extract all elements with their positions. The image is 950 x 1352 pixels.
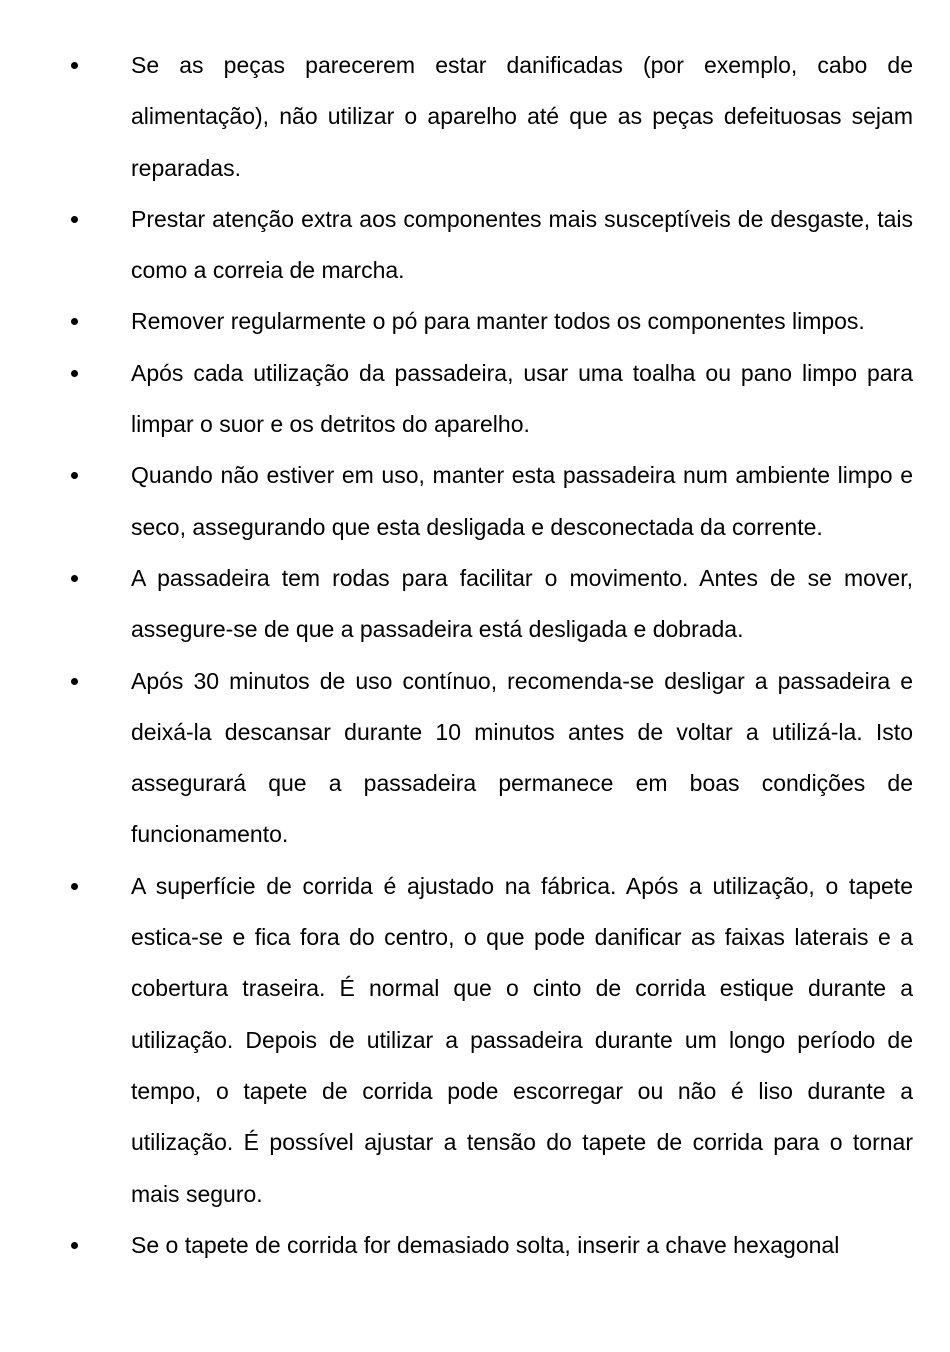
bullet-icon	[71, 472, 78, 479]
list-item-text: Se as peças parecerem estar danificadas (por exemplo, cabo de alimentação), não utilizar o aparelho até que as peças defeituosas sejam reparadas.	[131, 52, 913, 181]
bullet-icon	[71, 883, 78, 890]
list-item-text: Prestar atenção extra aos componentes mais susceptíveis de desgaste, tais como a correia de marcha.	[131, 205, 913, 284]
bullet-icon	[71, 575, 78, 582]
list-item	[0, 1220, 950, 1271]
list-item-text: Remover regularmente o pó para manter todos os componentes limpos.	[131, 308, 865, 335]
bullet-icon	[71, 318, 78, 325]
list-item	[0, 194, 950, 297]
bullet-icon	[71, 370, 78, 377]
bullet-icon	[71, 678, 78, 685]
maintenance-bullet-list	[0, 40, 950, 1271]
list-item-text: Quando não estiver em uso, manter esta passadeira num ambiente limpo e seco, assegurando que esta desligada e desconectada da corrente.	[131, 462, 913, 540]
list-item-text: Se o tapete de corrida for demasiado solta, inserir a chave hexagonal	[131, 1231, 840, 1258]
list-item-text: A superfície de corrida é ajustado na fábrica. Após a utilização, o tapete estica-se e fica fora do centro, o que pode danificar as faixas laterais e a cobertura traseira. É normal que o cinto de corrida estique durante a utilização. Depois de utilizar a passadeira durante um longo período de tempo, o tapete de corrida pode escorregar ou não é liso durante a utilização. É possível ajustar a tensão do tapete de corrida para o tornar mais seguro.	[131, 872, 913, 1207]
list-item	[0, 553, 950, 656]
list-item-text: Após cada utilização da passadeira, usar uma toalha ou pano limpo para limpar o suor e os detritos do aparelho.	[131, 359, 913, 438]
list-item	[0, 40, 950, 194]
bullet-icon	[71, 62, 78, 69]
list-item	[0, 656, 950, 861]
list-item	[0, 296, 950, 347]
bullet-icon	[71, 216, 78, 223]
list-item-text: Após 30 minutos de uso contínuo, recomenda-se desligar a passadeira e deixá-la descansar durante 10 minutos antes de voltar a utilizá-la. Isto assegurará que a passadeira permanece em boas condições de funcionamento.	[131, 667, 913, 848]
bullet-icon	[71, 1242, 78, 1249]
list-item-text: A passadeira tem rodas para facilitar o movimento. Antes de se mover, assegure-se de que a passadeira está desligada e dobrada.	[131, 564, 913, 643]
list-item	[0, 450, 950, 553]
list-item	[0, 861, 950, 1220]
list-item	[0, 348, 950, 451]
